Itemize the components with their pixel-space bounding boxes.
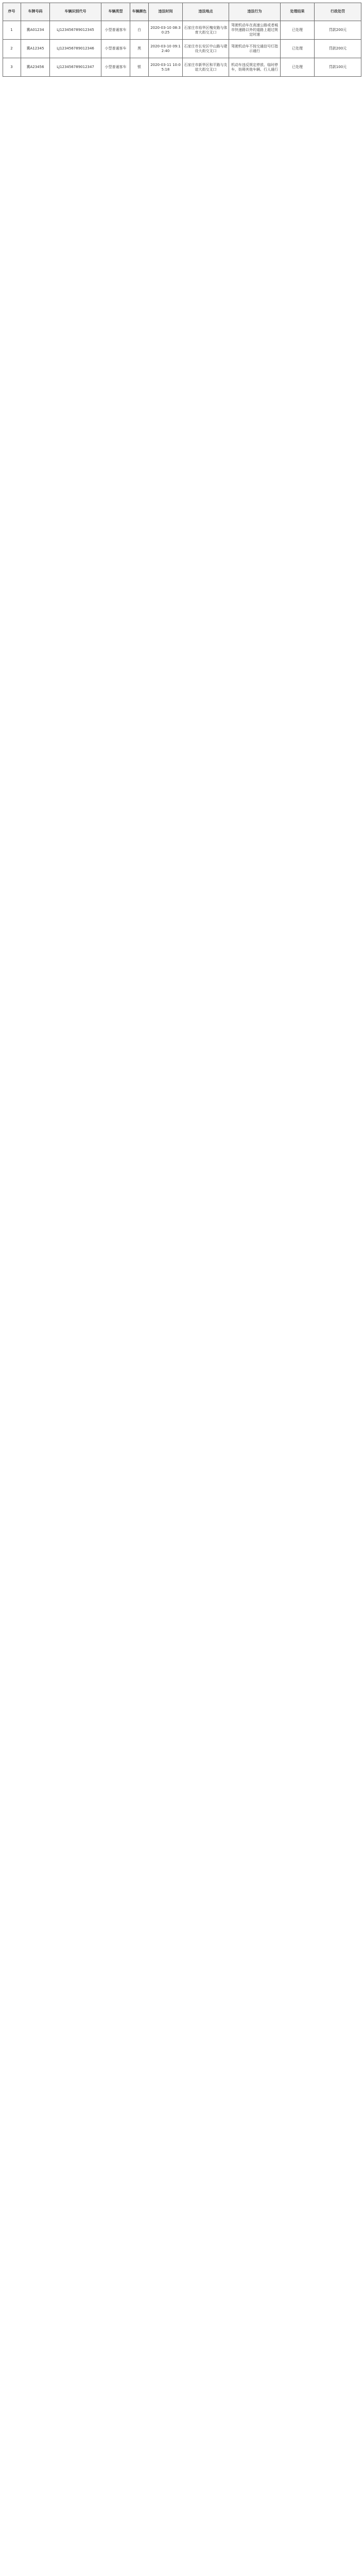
cell-violation-time: 2020-03-11 10:05:18 [149, 58, 183, 77]
cell-plate-no: 冀A23456 [21, 58, 50, 77]
header-vin: 车辆识别代号 [50, 3, 101, 21]
cell-handling-result: 已处理 [281, 40, 315, 58]
cell-vehicle-color: 黑 [130, 40, 149, 58]
cell-vin: LJ123456789012347 [50, 58, 101, 77]
header-violation-act: 违法行为 [229, 3, 281, 21]
cell-vehicle-color: 银 [130, 58, 149, 77]
cell-penalty: 罚款200元 [315, 21, 361, 40]
cell-violation-place: 石家庄市裕华区槐安路与体育大街交叉口 [183, 21, 229, 40]
cell-penalty: 罚款200元 [315, 40, 361, 58]
cell-seq-no: 2 [3, 40, 21, 58]
cell-violation-time: 2020-03-10 08:30:25 [149, 21, 183, 40]
cell-seq-no: 1 [3, 21, 21, 40]
cell-vehicle-type: 小型普通客车 [101, 58, 130, 77]
header-violation-time: 违法时间 [149, 3, 183, 21]
header-vehicle-type: 车辆类型 [101, 3, 130, 21]
cell-seq-no: 3 [3, 58, 21, 77]
cell-violation-place: 石家庄市新华区和平路与友谊大街交叉口 [183, 58, 229, 77]
cell-vehicle-color: 白 [130, 21, 149, 40]
cell-violation-time: 2020-03-10 09:12:40 [149, 40, 183, 58]
cell-plate-no: 冀A01234 [21, 21, 50, 40]
header-seq-no: 序号 [3, 3, 21, 21]
cell-vin: LJ123456789012345 [50, 21, 101, 40]
cell-handling-result: 已处理 [281, 58, 315, 77]
violation-table [3, 3, 361, 77]
cell-plate-no: 冀A12345 [21, 40, 50, 58]
cell-vehicle-type: 小型普通客车 [101, 40, 130, 58]
header-penalty: 行政处罚 [315, 3, 361, 21]
header-plate-no: 车牌号码 [21, 3, 50, 21]
cell-handling-result: 已处理 [281, 21, 315, 40]
cell-violation-act: 机动车违反规定停放、临时停车，妨碍其他车辆、行人通行 [229, 58, 281, 77]
cell-violation-act: 驾驶机动车不按交通信号灯指示通行 [229, 40, 281, 58]
cell-vehicle-type: 小型普通客车 [101, 21, 130, 40]
cell-vin: LJ123456789012346 [50, 40, 101, 58]
cell-violation-place: 石家庄市长安区中山路与建设大街交叉口 [183, 40, 229, 58]
cell-penalty: 罚款100元 [315, 58, 361, 77]
header-handling-result: 处理结果 [281, 3, 315, 21]
cell-violation-act: 驾驶机动车在高速公路或者城市快速路以外的道路上超过规定时速 [229, 21, 281, 40]
header-vehicle-color: 车辆颜色 [130, 3, 149, 21]
header-violation-place: 违法地点 [183, 3, 229, 21]
